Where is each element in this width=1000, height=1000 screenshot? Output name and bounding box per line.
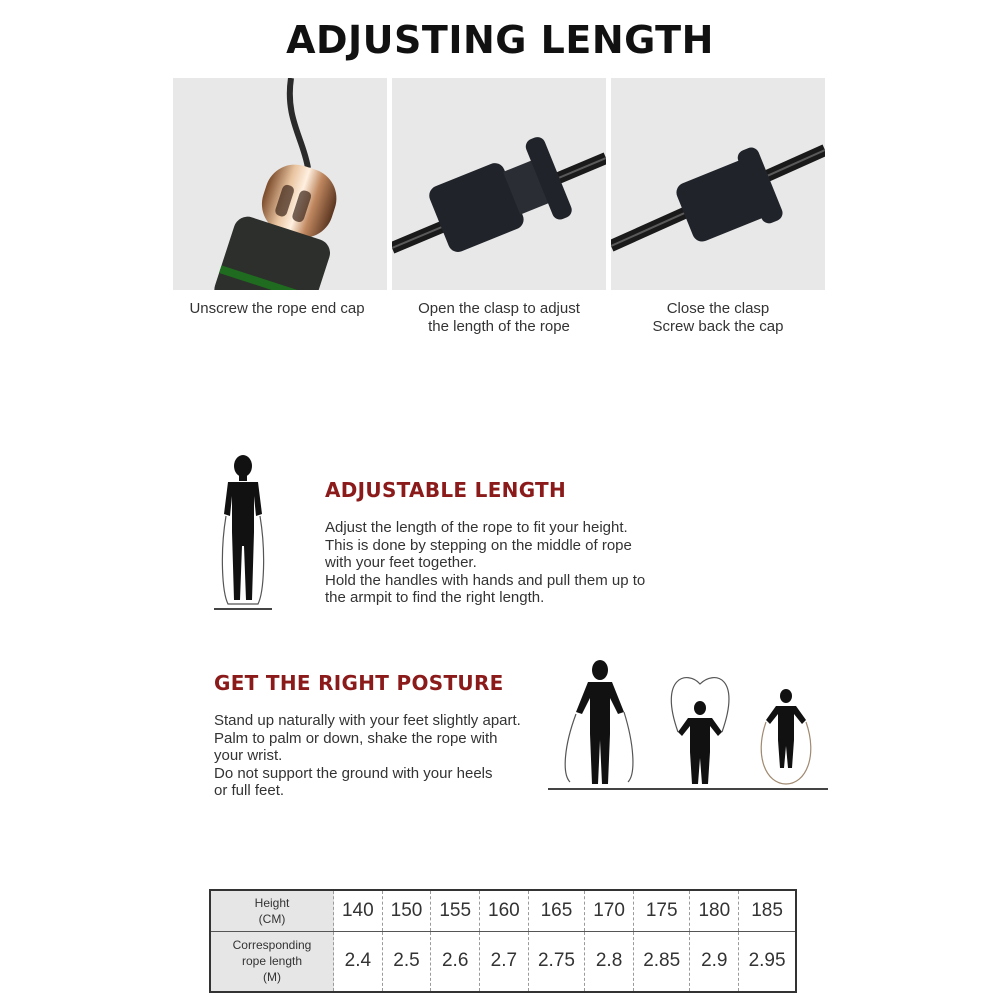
jumping-figures-icon — [548, 656, 830, 801]
adjustable-length-heading: ADJUSTABLE LENGTH — [325, 478, 567, 502]
rope-length-cell: 2.4 — [334, 931, 383, 992]
closed-clasp-photo — [611, 78, 825, 290]
height-cell: 155 — [431, 890, 480, 931]
height-cell: 140 — [334, 890, 383, 931]
step-caption-open-clasp: Open the clasp to adjust the length of the rope — [418, 300, 580, 335]
height-cell: 185 — [739, 890, 796, 931]
height-cell: 160 — [480, 890, 529, 931]
adjustable-length-text: Adjust the length of the rope to fit your height. This is done by stepping on the middle of rope with your feet together. Hold the handles with hands and pull them up to the armpit to find the right length. — [325, 519, 646, 606]
standing-figure-icon — [212, 452, 274, 619]
table-row-height — [210, 890, 796, 931]
rope-length-cell: 2.5 — [382, 931, 431, 992]
rope-length-cell: 2.9 — [690, 931, 739, 992]
rope-length-cell: 2.8 — [585, 931, 634, 992]
rope-length-cell: 2.95 — [739, 931, 796, 992]
height-cell: 150 — [382, 890, 431, 931]
rope-length-cell: 2.75 — [528, 931, 585, 992]
rope-length-cell: 2.85 — [633, 931, 690, 992]
page-title: ADJUSTING LENGTH — [286, 18, 714, 62]
step-caption-unscrew: Unscrew the rope end cap — [189, 300, 365, 317]
rope-size-table — [209, 889, 797, 993]
height-cell: 175 — [633, 890, 690, 931]
rope-length-cell: 2.7 — [480, 931, 529, 992]
rope-length-cell: 2.6 — [431, 931, 480, 992]
table-row-rope-length — [210, 931, 796, 992]
open-clasp-photo — [392, 78, 606, 290]
right-posture-heading: GET THE RIGHT POSTURE — [214, 671, 504, 695]
step-caption-close-clasp: Close the clasp Screw back the cap — [652, 300, 784, 335]
rope-length-row-label: Corresponding rope length (M) — [210, 931, 334, 992]
right-posture-text: Stand up naturally with your feet slightly apart. Palm to palm or down, shake the rope with your wrist. Do not support the ground with your heels or full feet. — [214, 712, 521, 799]
height-cell: 165 — [528, 890, 585, 931]
rope-end-cap-photo — [173, 78, 387, 290]
height-cell: 180 — [690, 890, 739, 931]
height-cell: 170 — [585, 890, 634, 931]
height-row-label: Height (CM) — [210, 890, 334, 931]
